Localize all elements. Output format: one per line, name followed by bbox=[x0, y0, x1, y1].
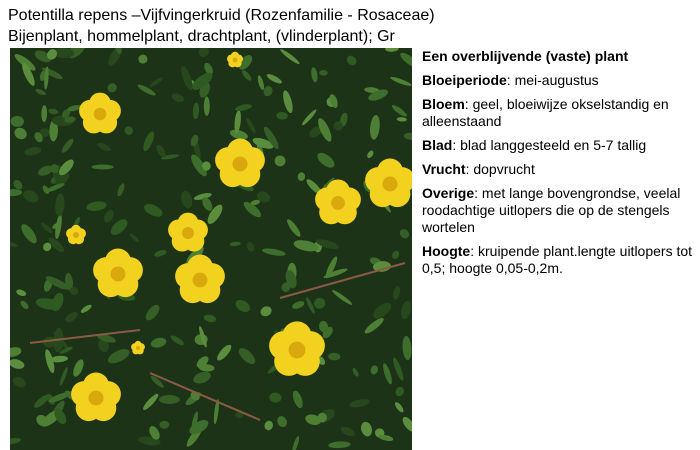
info-row-hoogte bbox=[422, 243, 698, 277]
info-row-bloem bbox=[422, 96, 698, 130]
plant-info bbox=[422, 48, 698, 284]
header bbox=[8, 5, 698, 47]
info-row-vrucht bbox=[422, 161, 698, 178]
info-label: Hoogte bbox=[422, 243, 471, 259]
info-label: Blad bbox=[422, 137, 453, 153]
info-value: : kruipende plant.lengte uitlopers tot 0,5; hoogte 0,05-0,2m. bbox=[422, 243, 693, 276]
plant-type-heading: Een overblijvende (vaste) plant bbox=[422, 48, 629, 64]
subtitle-line: Bijenplant, hommelplant, drachtplant, (vlinderplant); Gr bbox=[8, 28, 395, 45]
info-value: : blad langgesteeld en 5-7 tallig bbox=[452, 137, 647, 153]
info-row-bloeiperiode bbox=[422, 72, 698, 89]
info-value: : mei-augustus bbox=[506, 72, 599, 88]
info-row-blad bbox=[422, 137, 698, 154]
title-line: Potentilla repens –Vijfvingerkruid (Rozenfamilie - Rosaceae) bbox=[8, 7, 435, 24]
info-label: Bloeiperiode bbox=[422, 72, 507, 88]
info-label: Overige bbox=[422, 185, 475, 201]
info-value: : geel, bloeiwijze okselstandig en alleenstaand bbox=[422, 96, 669, 129]
info-value: : dopvrucht bbox=[465, 161, 535, 177]
plant-photo-illustration bbox=[10, 48, 412, 450]
plant-photo bbox=[10, 48, 412, 450]
info-value: : met lange bovengrondse, veelal roodachtige uitlopers die op de stengels wortelen bbox=[422, 185, 681, 235]
info-label: Vrucht bbox=[422, 161, 466, 177]
info-row-overige bbox=[422, 185, 698, 236]
info-label: Bloem bbox=[422, 96, 465, 112]
